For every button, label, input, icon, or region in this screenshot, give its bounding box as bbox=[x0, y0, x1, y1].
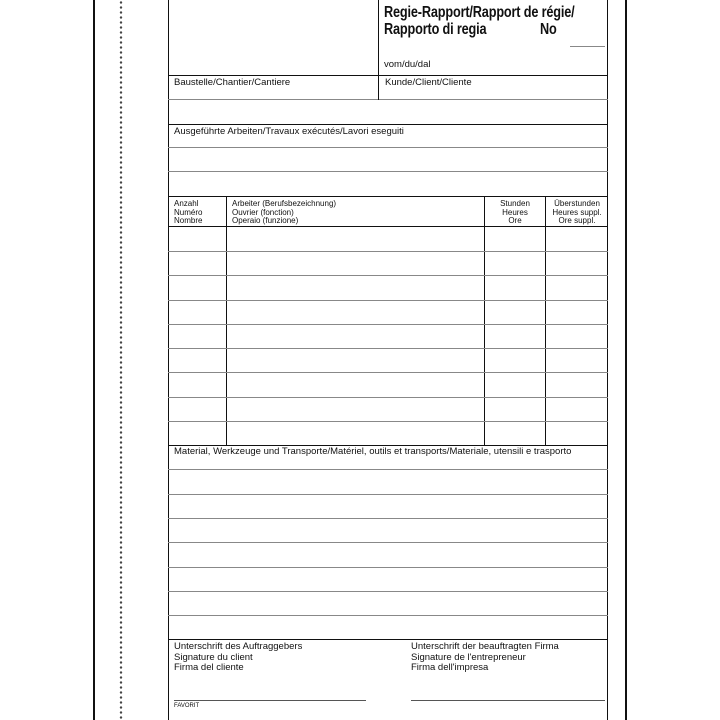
client-field[interactable] bbox=[379, 99, 608, 100]
perforation-line bbox=[118, 0, 124, 720]
table-col-divider-3 bbox=[545, 196, 546, 445]
col-worker-header: Arbeiter (Berufsbezeichnung) Ouvrier (fonction) Operaio (funzione) bbox=[232, 199, 337, 226]
site-section-rule bbox=[168, 124, 608, 125]
header-divider bbox=[378, 0, 379, 100]
col-count-header: Anzahl Numéro Nombre bbox=[174, 199, 203, 226]
table-header-rule bbox=[168, 226, 608, 227]
col-overtime-header: Überstunden Heures suppl. Ore suppl. bbox=[552, 199, 602, 226]
client-signature-label: Unterschrift des Auftraggebers Signature du client Firma del cliente bbox=[174, 641, 303, 673]
number-field[interactable] bbox=[570, 46, 605, 47]
material-label: Material, Werkzeuge und Transporte/Matériel, outils et transports/Materiale, utensili e trasporto bbox=[174, 446, 572, 457]
table-row[interactable] bbox=[168, 372, 608, 373]
table-top-rule bbox=[168, 196, 608, 197]
table-row[interactable] bbox=[168, 397, 608, 398]
material-line[interactable] bbox=[168, 469, 608, 470]
work-label: Ausgeführte Arbeiten/Travaux exécutés/Lavori eseguiti bbox=[174, 126, 404, 137]
col-hours-header: Stunden Heures Ore bbox=[500, 199, 530, 226]
company-signature-label: Unterschrift der beauftragten Firma Signature de l'entrepreneur Firma dell'impresa bbox=[411, 641, 559, 673]
work-line-2[interactable] bbox=[168, 171, 608, 172]
material-line[interactable] bbox=[168, 542, 608, 543]
form-frame bbox=[168, 0, 608, 720]
site-label: Baustelle/Chantier/Cantiere bbox=[174, 77, 291, 88]
table-row[interactable] bbox=[168, 275, 608, 276]
number-label: No bbox=[540, 21, 557, 38]
form-title-line1: Regie-Rapport/Rapport de régie/ bbox=[384, 4, 575, 21]
table-row[interactable] bbox=[168, 348, 608, 349]
material-line[interactable] bbox=[168, 567, 608, 568]
site-field[interactable] bbox=[168, 99, 378, 100]
work-line-1[interactable] bbox=[168, 147, 608, 148]
table-row[interactable] bbox=[168, 324, 608, 325]
table-col-divider-2 bbox=[484, 196, 485, 445]
signature-top-rule bbox=[168, 639, 608, 640]
material-line[interactable] bbox=[168, 494, 608, 495]
footer-brand: FAVORIT bbox=[174, 703, 200, 709]
table-row[interactable] bbox=[168, 251, 608, 252]
material-line[interactable] bbox=[168, 615, 608, 616]
material-line[interactable] bbox=[168, 518, 608, 519]
table-row[interactable] bbox=[168, 421, 608, 422]
table-col-divider-1 bbox=[226, 196, 227, 445]
date-label: vom/du/dal bbox=[384, 59, 431, 70]
table-row[interactable] bbox=[168, 300, 608, 301]
material-line[interactable] bbox=[168, 591, 608, 592]
header-bottom-rule bbox=[168, 75, 608, 76]
client-signature-field[interactable] bbox=[174, 700, 366, 701]
form-title-line2: Rapporto di regia bbox=[384, 21, 487, 38]
client-label: Kunde/Client/Cliente bbox=[385, 77, 472, 88]
company-signature-field[interactable] bbox=[411, 700, 605, 701]
